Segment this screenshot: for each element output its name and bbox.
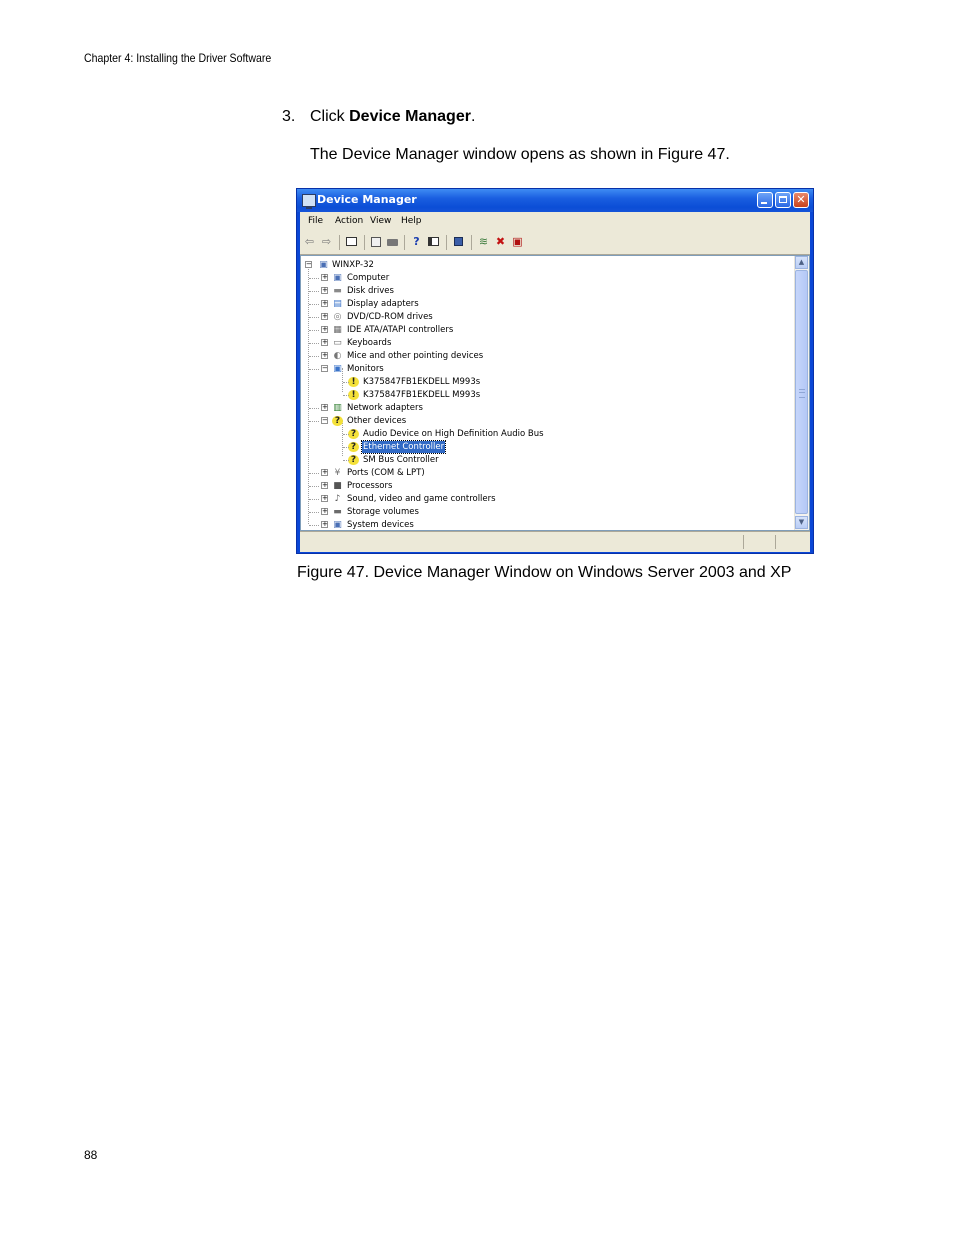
tree-item-label: IDE ATA/ATAPI controllers xyxy=(347,325,454,335)
details-pane-icon[interactable] xyxy=(427,236,440,248)
menu-help[interactable]: Help xyxy=(401,216,422,226)
tree-connector xyxy=(343,447,349,448)
computer-icon[interactable] xyxy=(452,236,465,248)
scroll-thumb[interactable] xyxy=(795,270,808,514)
step-prefix: Click xyxy=(310,108,350,125)
tree-item-label: Ports (COM & LPT) xyxy=(347,468,425,478)
page-header: Chapter 4: Installing the Driver Software xyxy=(84,51,272,65)
status-separator xyxy=(775,535,776,549)
unknown-icon: ? xyxy=(348,429,359,439)
tree-connector xyxy=(342,420,343,456)
tree-item-label: Storage volumes xyxy=(347,507,419,517)
toolbar-separator xyxy=(339,235,340,250)
tree-connector xyxy=(343,460,349,461)
keyboard-icon: ▭ xyxy=(333,338,342,348)
tree-item-label: Disk drives xyxy=(347,286,394,296)
tree-item-label: Keyboards xyxy=(347,338,392,348)
toolbar xyxy=(300,232,810,255)
network-icon: ▥ xyxy=(333,403,342,413)
tree-connector xyxy=(309,317,319,318)
menu-file[interactable]: File xyxy=(308,216,324,226)
tree-item-label: Audio Device on High Definition Audio Bus xyxy=(363,429,544,439)
menu-action[interactable]: Action xyxy=(335,216,364,226)
expand-icon[interactable]: + xyxy=(322,520,328,528)
expand-icon[interactable]: + xyxy=(322,481,328,489)
tree-connector xyxy=(309,343,319,344)
tree-connector xyxy=(309,369,319,370)
warning-monitor-icon: ! xyxy=(348,377,359,387)
tree-item-label: Ethernet Controller xyxy=(363,442,445,452)
scroll-up-button[interactable]: ▲ xyxy=(795,256,808,269)
help-icon[interactable]: ? xyxy=(413,235,420,248)
step-bold-text: Device Manager xyxy=(349,108,471,125)
unknown-icon: ? xyxy=(332,416,343,426)
expand-icon[interactable]: + xyxy=(322,299,328,307)
device-manager-app-icon xyxy=(302,194,316,207)
close-button[interactable]: ✕ xyxy=(793,192,809,208)
system-icon: ▣ xyxy=(333,520,342,530)
status-bar xyxy=(300,531,810,552)
tree-item-label: Computer xyxy=(347,273,390,283)
expand-icon[interactable]: + xyxy=(322,286,328,294)
toolbar-separator xyxy=(471,235,472,250)
tree-item-label: Processors xyxy=(347,481,393,491)
step-paragraph: The Device Manager window opens as shown in Figure 47. xyxy=(310,146,730,163)
expand-icon[interactable]: + xyxy=(322,325,328,333)
toolbar-separator xyxy=(404,235,405,250)
expand-icon[interactable]: + xyxy=(322,494,328,502)
mouse-icon: ◐ xyxy=(333,351,342,361)
ide-icon: ▦ xyxy=(333,325,342,335)
back-arrow-icon[interactable]: ⇦ xyxy=(304,235,315,248)
step-number: 3. xyxy=(282,108,296,125)
print-icon[interactable] xyxy=(387,236,400,248)
expand-icon[interactable]: + xyxy=(322,507,328,515)
monitor-icon: ▣ xyxy=(333,364,342,374)
collapse-icon[interactable]: − xyxy=(322,416,328,424)
device-manager-window xyxy=(296,188,814,554)
sound-icon: ♪ xyxy=(334,494,341,504)
tree-item-label: Mice and other pointing devices xyxy=(347,351,484,361)
expand-icon[interactable]: + xyxy=(322,338,328,346)
tree-item-label: System devices xyxy=(347,520,414,530)
tree-item-label: SM Bus Controller xyxy=(363,455,439,465)
tree-item-label: Network adapters xyxy=(347,403,423,413)
tree-item-label: Sound, video and game controllers xyxy=(347,494,496,504)
computer-icon: ▣ xyxy=(333,273,342,283)
step-suffix: . xyxy=(470,108,476,125)
uninstall-icon[interactable]: ✖ xyxy=(495,235,506,248)
storage-icon: ▬ xyxy=(333,507,342,517)
expand-icon[interactable]: + xyxy=(322,403,328,411)
title-bar[interactable] xyxy=(297,189,813,212)
properties-icon[interactable] xyxy=(370,236,383,248)
disk-icon: ▬ xyxy=(333,286,342,296)
tree-connector xyxy=(309,499,319,500)
scroll-down-button[interactable]: ▼ xyxy=(795,516,808,529)
forward-arrow-icon[interactable]: ⇨ xyxy=(321,235,332,248)
tree-connector xyxy=(309,486,319,487)
collapse-icon[interactable]: − xyxy=(306,260,312,268)
tree-connector xyxy=(309,278,319,279)
scan-hardware-icon[interactable]: ≋ xyxy=(478,235,489,248)
unknown-icon: ? xyxy=(348,442,359,452)
tree-connector xyxy=(309,421,319,422)
expand-icon[interactable]: + xyxy=(322,312,328,320)
tree-connector xyxy=(343,382,349,383)
tree-connector xyxy=(343,434,349,435)
disable-device-icon[interactable]: ▣ xyxy=(512,235,523,248)
display-icon: ▤ xyxy=(333,299,342,309)
expand-icon[interactable]: + xyxy=(322,468,328,476)
tree-connector xyxy=(309,330,319,331)
menu-bar xyxy=(300,212,810,232)
tree-connector xyxy=(309,356,319,357)
tree-item-label: Display adapters xyxy=(347,299,419,309)
expand-icon[interactable]: + xyxy=(322,273,328,281)
tree-connector xyxy=(309,408,319,409)
computer-icon: ▣ xyxy=(319,260,328,270)
tree-item-label: WINXP-32 xyxy=(332,260,374,270)
toolbar-separator xyxy=(446,235,447,250)
tree-item-label: Other devices xyxy=(347,416,407,426)
tree-item-label: Monitors xyxy=(347,364,384,374)
unknown-icon: ? xyxy=(348,455,359,465)
collapse-icon[interactable]: − xyxy=(322,364,328,372)
menu-view[interactable]: View xyxy=(370,216,392,226)
device-tree[interactable] xyxy=(300,255,810,531)
processor-icon: ■ xyxy=(333,481,342,491)
tree-item-label: K375847FB1EKDELL M993s xyxy=(363,390,481,400)
page-number: 88 xyxy=(84,1148,98,1162)
tree-connector xyxy=(309,473,319,474)
warning-monitor-icon: ! xyxy=(348,390,359,400)
status-separator xyxy=(743,535,744,549)
port-icon: ¥ xyxy=(334,468,341,478)
console-tree-icon[interactable] xyxy=(345,236,358,248)
tree-connector xyxy=(309,291,319,292)
tree-connector xyxy=(309,304,319,305)
figure-caption: Figure 47. Device Manager Window on Windows Server 2003 and XP xyxy=(297,564,792,581)
maximize-button[interactable] xyxy=(775,192,791,208)
tree-connector xyxy=(309,512,319,513)
toolbar-separator xyxy=(364,235,365,250)
tree-item-label: K375847FB1EKDELL M993s xyxy=(363,377,481,387)
window-title: Device Manager xyxy=(317,193,417,206)
cdrom-icon: ◎ xyxy=(333,312,342,322)
minimize-button[interactable] xyxy=(757,192,773,208)
tree-item-label: DVD/CD-ROM drives xyxy=(347,312,433,322)
tree-connector xyxy=(309,525,319,526)
vertical-scrollbar[interactable] xyxy=(794,256,809,530)
expand-icon[interactable]: + xyxy=(322,351,328,359)
step-3 xyxy=(282,108,475,126)
tree-connector xyxy=(343,395,349,396)
